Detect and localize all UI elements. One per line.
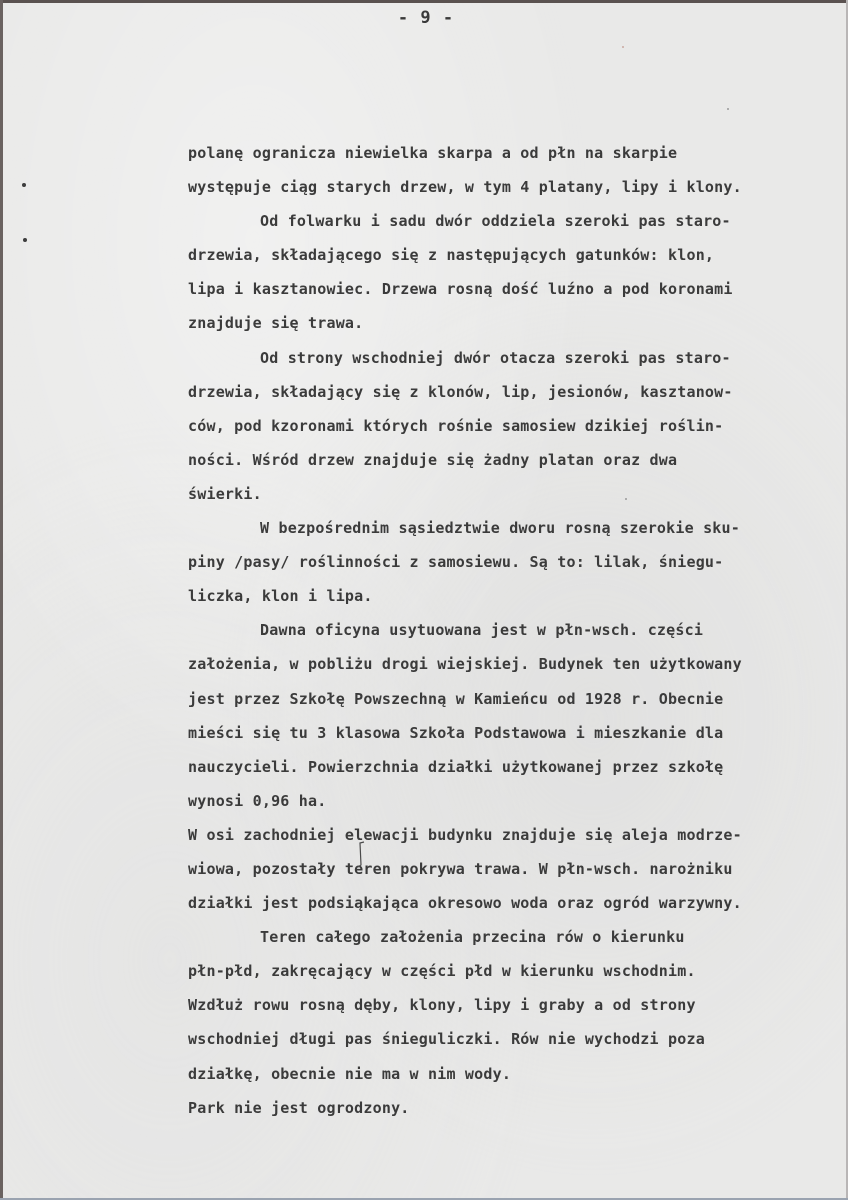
text-line: działkę, obecnie nie ma w nim wody.	[188, 1064, 512, 1083]
text-line: W osi zachodniej elewacji budynku znajduje się aleja modrze-	[188, 825, 742, 844]
text-line: lipa i kasztanowiec. Drzewa rosną dość luźno a pod koronami	[188, 280, 733, 299]
paper-speck	[727, 108, 729, 110]
punch-hole-mark	[23, 238, 27, 242]
text-line: ców, pod kzoronami których rośnie samosiew dzikiej roślin-	[188, 416, 724, 435]
text-line: ności. Wśród drzew znajduje się żadny platan oraz dwa	[188, 450, 678, 469]
scan-border-left	[0, 0, 3, 1200]
paper-speck	[622, 46, 624, 48]
text-line: działki jest podsiąkająca okresowo woda oraz ogród warzywny.	[188, 894, 742, 913]
handwritten-bracket-mark	[357, 840, 367, 868]
text-line: Od strony wschodniej dwór otacza szeroki pas staro-	[260, 348, 731, 367]
text-line: drzewia, składający się z klonów, lip, jesionów, kasztanow-	[188, 382, 733, 401]
text-line: Od folwarku i sadu dwór oddziela szeroki pas staro-	[260, 212, 731, 231]
text-line: mieści się tu 3 klasowa Szkoła Podstawowa i mieszkanie dla	[188, 723, 724, 742]
text-line: liczka, klon i lipa.	[188, 587, 373, 606]
text-line: Teren całego założenia przecina rów o kierunku	[260, 928, 685, 947]
text-line: drzewia, składającego się z następujących gatunków: klon,	[188, 246, 715, 265]
page-number: - 9 -	[397, 8, 455, 28]
text-line: wiowa, pozostały teren pokrywa trawa. W płn-wsch. narożniku	[188, 859, 733, 878]
punch-hole-mark	[22, 183, 26, 187]
text-line: piny /pasy/ roślinności z samosiewu. Są to: lilak, śniegu-	[188, 553, 724, 572]
text-line: wschodniej długi pas śnieguliczki. Rów nie wychodzi poza	[188, 1030, 705, 1049]
text-line: płn-płd, zakręcający w części płd w kierunku wschodnim.	[188, 962, 696, 981]
text-line: Wzdłuż rowu rosną dęby, klony, lipy i graby a od strony	[188, 996, 696, 1015]
scan-border-top	[0, 0, 848, 3]
text-line: świerki.	[188, 484, 262, 503]
text-line: wynosi 0,96 ha.	[188, 791, 327, 810]
text-line: występuje ciąg starych drzew, w tym 4 platany, lipy i klony.	[188, 178, 742, 197]
document-body	[188, 140, 848, 1129]
text-line: znajduje się trawa.	[188, 314, 364, 333]
text-line: Dawna oficyna usytuowana jest w płn-wsch. części	[260, 621, 704, 640]
text-line: W bezpośrednim sąsiedztwie dworu rosną szerokie sku-	[260, 519, 740, 538]
text-line: założenia, w pobliżu drogi wiejskiej. Budynek ten użytkowany	[188, 655, 742, 674]
text-line: nauczycieli. Powierzchnia działki użytkowanej przez szkołę	[188, 757, 724, 776]
text-line: polanę ogranicza niewielka skarpa a od płn na skarpie	[188, 144, 678, 162]
text-line: jest przez Szkołę Powszechną w Kamieńcu od 1928 r. Obecnie	[188, 689, 724, 708]
text-line: Park nie jest ogrodzony.	[188, 1098, 410, 1117]
